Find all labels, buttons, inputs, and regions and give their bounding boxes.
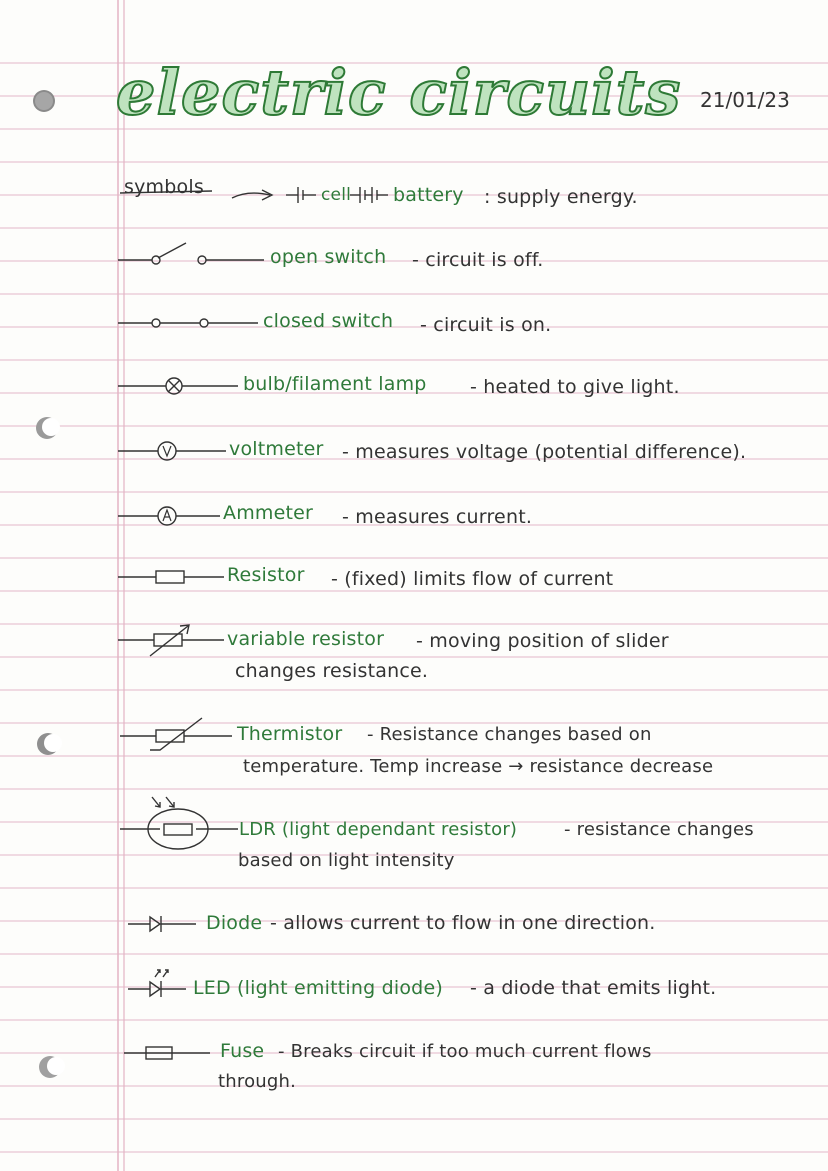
led-symbol-icon xyxy=(128,970,186,997)
entry-desc: - Breaks circuit if too much current flows xyxy=(278,1041,652,1062)
date: 21/01/23 xyxy=(700,88,790,112)
battery-label: battery xyxy=(393,184,464,206)
cell-label: cell xyxy=(321,185,352,205)
entry-term: LDR (light dependant resistor) xyxy=(239,819,518,840)
entry-term: Thermistor xyxy=(237,723,343,745)
entry-term: Ammeter xyxy=(223,502,314,524)
entry-desc-cont: temperature. Temp increase → resistance decrease xyxy=(243,756,714,777)
entry-desc: - allows current to flow in one direction. xyxy=(270,912,656,934)
entry-desc-cont: based on light intensity xyxy=(238,850,455,871)
entry-term: closed switch xyxy=(263,310,394,332)
entry-term: Diode xyxy=(206,912,263,934)
entry-desc: - (fixed) limits flow of current xyxy=(331,568,614,590)
entry-desc: - circuit is off. xyxy=(412,249,544,271)
entry-term: Resistor xyxy=(227,564,305,586)
fuse-symbol-icon xyxy=(124,1047,210,1059)
entry-term: variable resistor xyxy=(227,628,385,650)
entry-desc: - measures current. xyxy=(342,506,533,528)
variable-resistor-symbol-icon xyxy=(118,625,224,656)
entry-desc: - heated to give light. xyxy=(470,376,680,398)
entry-desc-cont: changes resistance. xyxy=(235,660,429,682)
supply-text: : supply energy. xyxy=(484,186,638,208)
resistor-symbol-icon xyxy=(118,571,224,583)
entry-desc: - measures voltage (potential difference). xyxy=(342,441,747,463)
voltmeter-symbol-icon xyxy=(118,442,226,460)
entry-desc: - moving position of slider xyxy=(416,630,669,652)
entry-desc: - circuit is on. xyxy=(420,314,552,336)
thermistor-symbol-icon xyxy=(120,718,232,750)
bulb-symbol-icon xyxy=(118,378,238,394)
entry-term: bulb/filament lamp xyxy=(243,373,427,395)
battery-symbol-icon xyxy=(350,187,388,203)
entry-term: Fuse xyxy=(220,1040,265,1062)
cell-symbol-icon xyxy=(286,187,316,203)
entry-desc: - Resistance changes based on xyxy=(367,724,652,745)
entry-desc-cont: through. xyxy=(218,1071,297,1092)
ammeter-symbol-icon xyxy=(118,507,220,525)
entry-term: LED (light emitting diode) xyxy=(193,977,443,999)
entry-desc: - resistance changes xyxy=(564,819,754,840)
entry-term: voltmeter xyxy=(229,438,324,460)
symbols-label: symbols xyxy=(124,176,204,198)
diode-symbol-icon xyxy=(128,916,196,932)
entry-desc: - a diode that emits light. xyxy=(470,977,717,999)
page-title: electric circuits xyxy=(116,56,682,129)
open-switch-icon xyxy=(118,243,264,264)
arrow-icon xyxy=(232,190,272,200)
ldr-symbol-icon xyxy=(120,797,238,849)
closed-switch-icon xyxy=(118,319,258,327)
entry-term: open switch xyxy=(270,246,387,268)
